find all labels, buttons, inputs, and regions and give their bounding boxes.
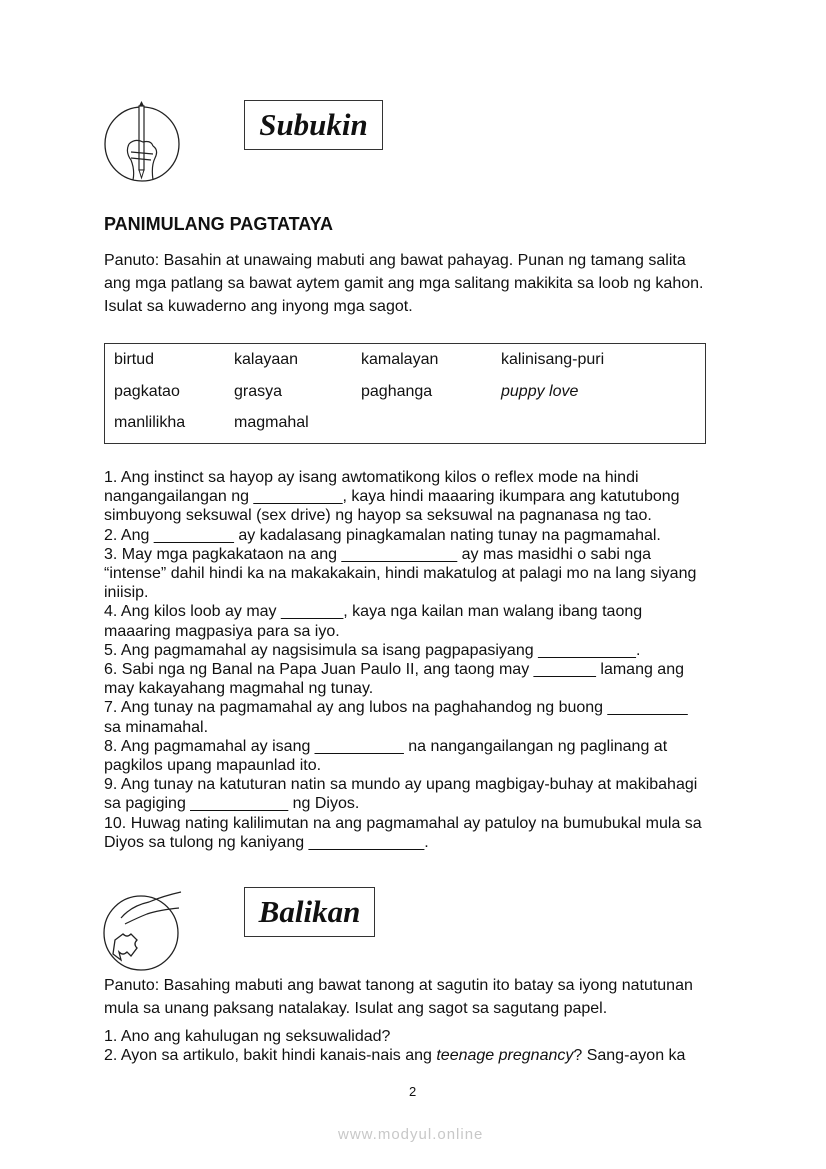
section-heading: PANIMULANG PAGTATAYA [104,214,334,234]
subukin-title: Subukin [244,100,383,150]
q2-italic-term: teenage pregnancy [436,1047,574,1064]
word-bank-item: puppy love [501,383,579,400]
panuto2-line: Panuto: Basahing mabuti ang bawat tanong at sagutin ito batay sa iyong natutunan [104,977,693,994]
question-line: nangangailangan ng __________, kaya hindi maaaring ikumpara ang katutubong [104,488,680,506]
hand-pencil-icon [103,100,183,186]
question-line: 5. Ang pagmamahal ay nagsisimula sa isang pagpapasiyang ___________. [104,641,641,659]
question-line: sa minamahal. [104,718,209,736]
question-line: 3. May mga pagkakataon na ang _____________ ay mas masidhi o sabi nga [104,545,652,563]
word-bank-item: pagkatao [114,383,180,400]
question-line: “intense” dahil hindi ka na makakakain, hindi makatulog at palagi mo na lang siyang [104,565,697,582]
word-bank-item: kalinisang-puri [501,351,605,368]
page-number: 2 [409,1084,417,1099]
question-line: maaaring magpasiya para sa iyo. [104,622,340,640]
question-line: may kakayahang magmahal ng tunay. [104,680,374,698]
word-bank-item: manlilikha [114,414,186,431]
hand-puzzle-icon [101,888,183,974]
question-line: pagkilos upang mapaunlad ito. [104,757,322,774]
question-line: Diyos sa tulong ng kaniyang _____________. [104,833,429,851]
balikan-title: Balikan [244,887,375,937]
panuto-line: Panuto: Basahin at unawaing mabuti ang bawat pahayag. Punan ng tamang salita [104,252,686,269]
word-bank-item: kalayaan [234,351,299,368]
watermark: www.modyul.online [338,1126,484,1143]
question-line: iniisip. [104,584,149,602]
word-bank-item: grasya [234,383,283,400]
q2-text-end: ? Sang-ayon ka [573,1047,686,1064]
question-line: simbuyong seksuwal (sex drive) ng hayop sa seksuwal na pagnanasa ng tao. [104,507,652,525]
word-bank-item: magmahal [234,414,309,431]
word-bank-item: birtud [114,351,155,368]
question-line: 2. Ang _________ ay kadalasang pinagkamalan nating tunay na pagmamahal. [104,526,661,544]
question-line: 4. Ang kilos loob ay may _______, kaya nga kailan man walang ibang taong [104,603,643,621]
q2-text: 2. Ayon sa artikulo, bakit hindi kanais-nais ang [104,1047,437,1064]
balikan-question: 1. Ano ang kahulugan ng seksuwalidad? [104,1028,391,1045]
question-line: 10. Huwag nating kalilimutan na ang pagmamahal ay patuloy na bumubukal mula sa [104,814,702,832]
balikan-question [104,1046,685,1065]
question-line: 1. Ang instinct sa hayop ay isang awtomatikong kilos o reflex mode na hindi [104,469,639,486]
panuto-line: ang mga patlang sa bawat aytem gamit ang mga salitang makikita sa loob ng kahon. [104,275,704,292]
question-line: 7. Ang tunay na pagmamahal ay ang lubos na paghahandog ng buong _________ [104,699,688,717]
question-line: 8. Ang pagmamahal ay isang __________ na nangangailangan ng paglinang at [104,737,668,755]
panuto2-line: mula sa unang paksang natalakay. Isulat ang sagot sa sagutang papel. [104,1000,608,1017]
question-line: sa pagiging ___________ ng Diyos. [104,795,360,813]
panuto-line: Isulat sa kuwaderno ang inyong mga sagot. [104,298,413,315]
question-line: 9. Ang tunay na katuturan natin sa mundo ay upang magbigay-buhay at makibahagi [104,776,698,794]
word-bank-item: kamalayan [361,351,439,368]
question-line: 6. Sabi nga ng Banal na Papa Juan Paulo II, ang taong may _______ lamang ang [104,661,684,678]
word-bank-item: paghanga [361,383,433,400]
word-bank-box [104,343,706,444]
